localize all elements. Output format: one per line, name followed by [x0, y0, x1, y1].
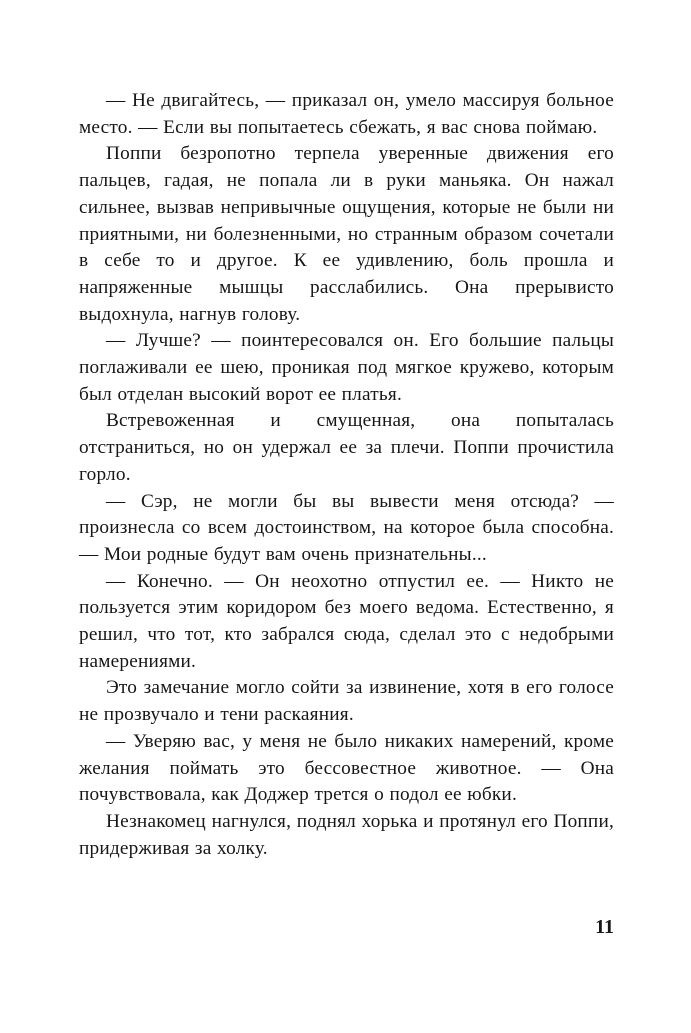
paragraph-narration-1: Поппи безропотно терпела уверенные движения его пальцев, гадая, не попала ли в руки маньяка. Он нажал сильнее, вызвав непривычные ощущения, которые не были ни приятными, ни болезненными, но странным образом сочетали в себе то и другое. К ее удивлению, боль прошла и напряженные мышцы расслабились. Она прерывисто выдохнула, нагнув голову.	[79, 143, 614, 325]
paragraph-narration-4: Незнакомец нагнулся, поднял хорька и протянул его Поппи, придерживая за холку.	[79, 810, 614, 859]
page-text	[79, 88, 614, 862]
paragraph-dialogue-4: — Конечно. — Он неохотно отпустил ее. — Никто не пользуется этим коридором без моего ведома. Естественно, я решил, что тот, кто забрался сюда, сделал это с недобрыми намерениями.	[79, 570, 614, 672]
paragraph-narration-3: Это замечание могло сойти за извинение, хотя в его голосе не прозвучало и тени раскаяния.	[79, 677, 614, 726]
paragraph-narration-2: Встревоженная и смущенная, она попыталась отстраниться, но он удержал ее за плечи. Поппи прочистила горло.	[79, 410, 614, 485]
paragraph-dialogue-2: — Лучше? — поинтересовался он. Его большие пальцы поглаживали ее шею, проникая под мягкое кружево, которым был отделан высокий ворот ее платья.	[79, 330, 614, 405]
paragraph-dialogue-3: — Сэр, не могли бы вы вывести меня отсюда? — произнесла со всем достоинством, на которое была способна. — Мои родные будут вам очень признательны...	[79, 490, 614, 565]
page-number: 11	[595, 916, 614, 938]
paragraph-dialogue-1: — Не двигайтесь, — приказал он, умело массируя больное место. — Если вы попытаетесь сбежать, я вас снова поймаю.	[79, 90, 614, 138]
paragraph-dialogue-5: — Уверяю вас, у меня не было никаких намерений, кроме желания поймать это бессовестное животное. — Она почувствовала, как Доджер трется о подол ее юбки.	[79, 730, 614, 806]
